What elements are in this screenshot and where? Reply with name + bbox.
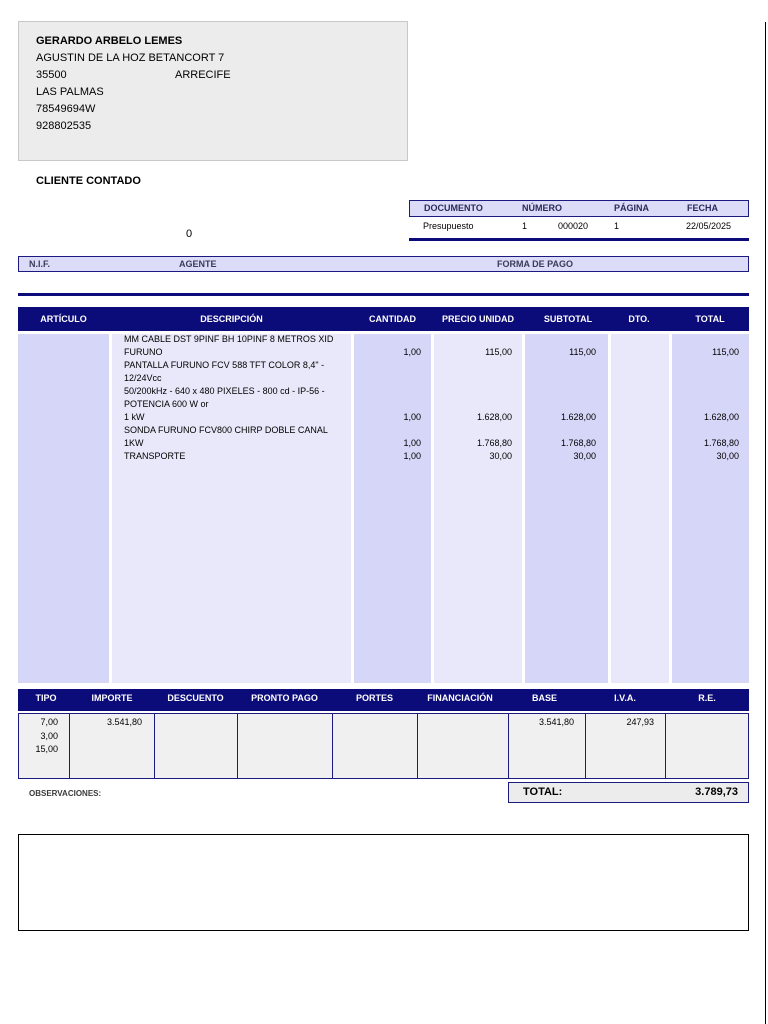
- row3-precio: 1.768,80: [476, 438, 512, 448]
- col-subtotal: [525, 334, 608, 683]
- forma-pago-label: FORMA DE PAGO: [497, 259, 573, 269]
- header-portes: PORTES: [355, 693, 393, 703]
- doc-number: 000020: [558, 221, 589, 231]
- doc-header-fecha: FECHA: [687, 203, 718, 213]
- client-value: 0: [186, 228, 193, 240]
- totals-divider: [237, 714, 238, 778]
- description-line: 50/200kHz - 640 x 480 PIXELES - 800 cd - IP-56 -: [124, 386, 325, 396]
- row4-subtotal: 30,00: [573, 451, 596, 461]
- doc-header-numero: NÚMERO: [522, 203, 562, 213]
- client-name: CLIENTE CONTADO: [36, 175, 141, 187]
- tipo-value: 3,00: [40, 731, 58, 741]
- totals-divider: [332, 714, 333, 778]
- grand-total-value: 3.789,73: [695, 786, 738, 798]
- row1-cantidad: 1,00: [403, 347, 421, 357]
- tipo-value: 7,00: [40, 717, 58, 727]
- description-line: 12/24Vcc: [124, 373, 162, 383]
- header-descripcion: DESCRIPCIÓN: [200, 314, 263, 324]
- header-cantidad: CANTIDAD: [369, 314, 416, 324]
- row2-subtotal: 1.628,00: [560, 412, 596, 422]
- col-cantidad: [354, 334, 431, 683]
- col-dto: [611, 334, 669, 683]
- row2-cantidad: 1,00: [403, 412, 421, 422]
- header-precio-unidad: PRECIO UNIDAD: [441, 314, 514, 324]
- row4-precio: 30,00: [489, 451, 512, 461]
- header-articulo: ARTÍCULO: [40, 314, 87, 324]
- observaciones-box: [18, 834, 749, 931]
- row1-total: 115,00: [712, 347, 739, 357]
- sender-phone: 928802535: [36, 120, 92, 132]
- col-articulo: [18, 334, 109, 683]
- col-total: [672, 334, 749, 683]
- header-pronto-pago: PRONTO PAGO: [251, 693, 318, 703]
- agente-label: AGENTE: [179, 259, 217, 269]
- sender-street: AGUSTIN DE LA HOZ BETANCORT 7: [36, 52, 225, 64]
- header-tipo: TIPO: [35, 693, 57, 703]
- document-values: [409, 218, 749, 238]
- totals-table-header: [18, 689, 749, 711]
- totals-divider: [508, 714, 509, 778]
- header-financiacion: FINANCIACIÓN: [427, 693, 493, 703]
- description-line: 1 kW: [124, 412, 145, 422]
- items-table-header: [18, 307, 749, 331]
- observaciones-label: OBSERVACIONES:: [29, 789, 102, 798]
- header-base: BASE: [531, 693, 557, 703]
- row3-subtotal: 1.768,80: [560, 438, 596, 448]
- nif-agent-payment-bar: [18, 256, 749, 272]
- row1-subtotal: 115,00: [569, 347, 596, 357]
- description-line: PANTALLA FURUNO FCV 588 TFT COLOR 8,4" -: [124, 360, 325, 370]
- col-precio: [434, 334, 522, 683]
- document-header: [409, 200, 749, 217]
- row3-cantidad: 1,00: [403, 438, 421, 448]
- description-line: 1KW: [124, 438, 144, 448]
- totals-divider: [417, 714, 418, 778]
- doc-header-documento: DOCUMENTO: [424, 203, 483, 213]
- tipo-value: 15,00: [35, 744, 58, 754]
- totals-divider: [585, 714, 586, 778]
- row4-cantidad: 1,00: [403, 451, 421, 461]
- document-underline: [409, 238, 749, 241]
- grand-total-label: TOTAL:: [523, 786, 563, 798]
- iva-value: 247,93: [626, 717, 654, 727]
- header-re: R.E.: [698, 693, 716, 703]
- sender-nif: 78549694W: [36, 103, 96, 115]
- sender-name: GERARDO ARBELO LEMES: [36, 35, 183, 47]
- row2-precio: 1.628,00: [476, 412, 512, 422]
- doc-date: 22/05/2025: [686, 221, 732, 231]
- description-line: FURUNO: [124, 347, 163, 357]
- description-line: MM CABLE DST 9PINF BH 10PINF 8 METROS XID: [124, 334, 334, 344]
- grand-total-box: [508, 782, 749, 803]
- doc-serie: 1: [522, 221, 528, 231]
- header-subtotal: SUBTOTAL: [543, 314, 593, 324]
- row2-total: 1.628,00: [703, 412, 739, 422]
- row1-precio: 115,00: [485, 347, 512, 357]
- description-line: TRANSPORTE: [124, 451, 186, 461]
- header-total: TOTAL: [695, 314, 725, 324]
- row4-total: 30,00: [716, 451, 739, 461]
- sender-postal-code: 35500: [36, 69, 67, 81]
- header-importe: IMPORTE: [91, 693, 133, 703]
- doc-type: Presupuesto: [423, 221, 474, 231]
- totals-divider: [665, 714, 666, 778]
- nif-label: N.I.F.: [29, 259, 51, 269]
- sender-province: LAS PALMAS: [36, 86, 104, 98]
- sender-block: [18, 21, 408, 161]
- doc-header-pagina: PÁGINA: [614, 203, 650, 213]
- doc-page: 1: [614, 221, 620, 231]
- description-line: SONDA FURUNO FCV800 CHIRP DOBLE CANAL: [124, 425, 328, 435]
- totals-divider: [154, 714, 155, 778]
- right-border-line: [765, 22, 766, 1024]
- description-line: POTENCIA 600 W or: [124, 399, 209, 409]
- sender-city: ARRECIFE: [175, 69, 231, 81]
- section-separator: [18, 293, 749, 296]
- header-iva: I.V.A.: [614, 693, 636, 703]
- header-dto: DTO.: [628, 314, 650, 324]
- base-value: 3.541,80: [538, 717, 574, 727]
- row3-total: 1.768,80: [703, 438, 739, 448]
- importe-value: 3.541,80: [106, 717, 142, 727]
- header-descuento: DESCUENTO: [167, 693, 224, 703]
